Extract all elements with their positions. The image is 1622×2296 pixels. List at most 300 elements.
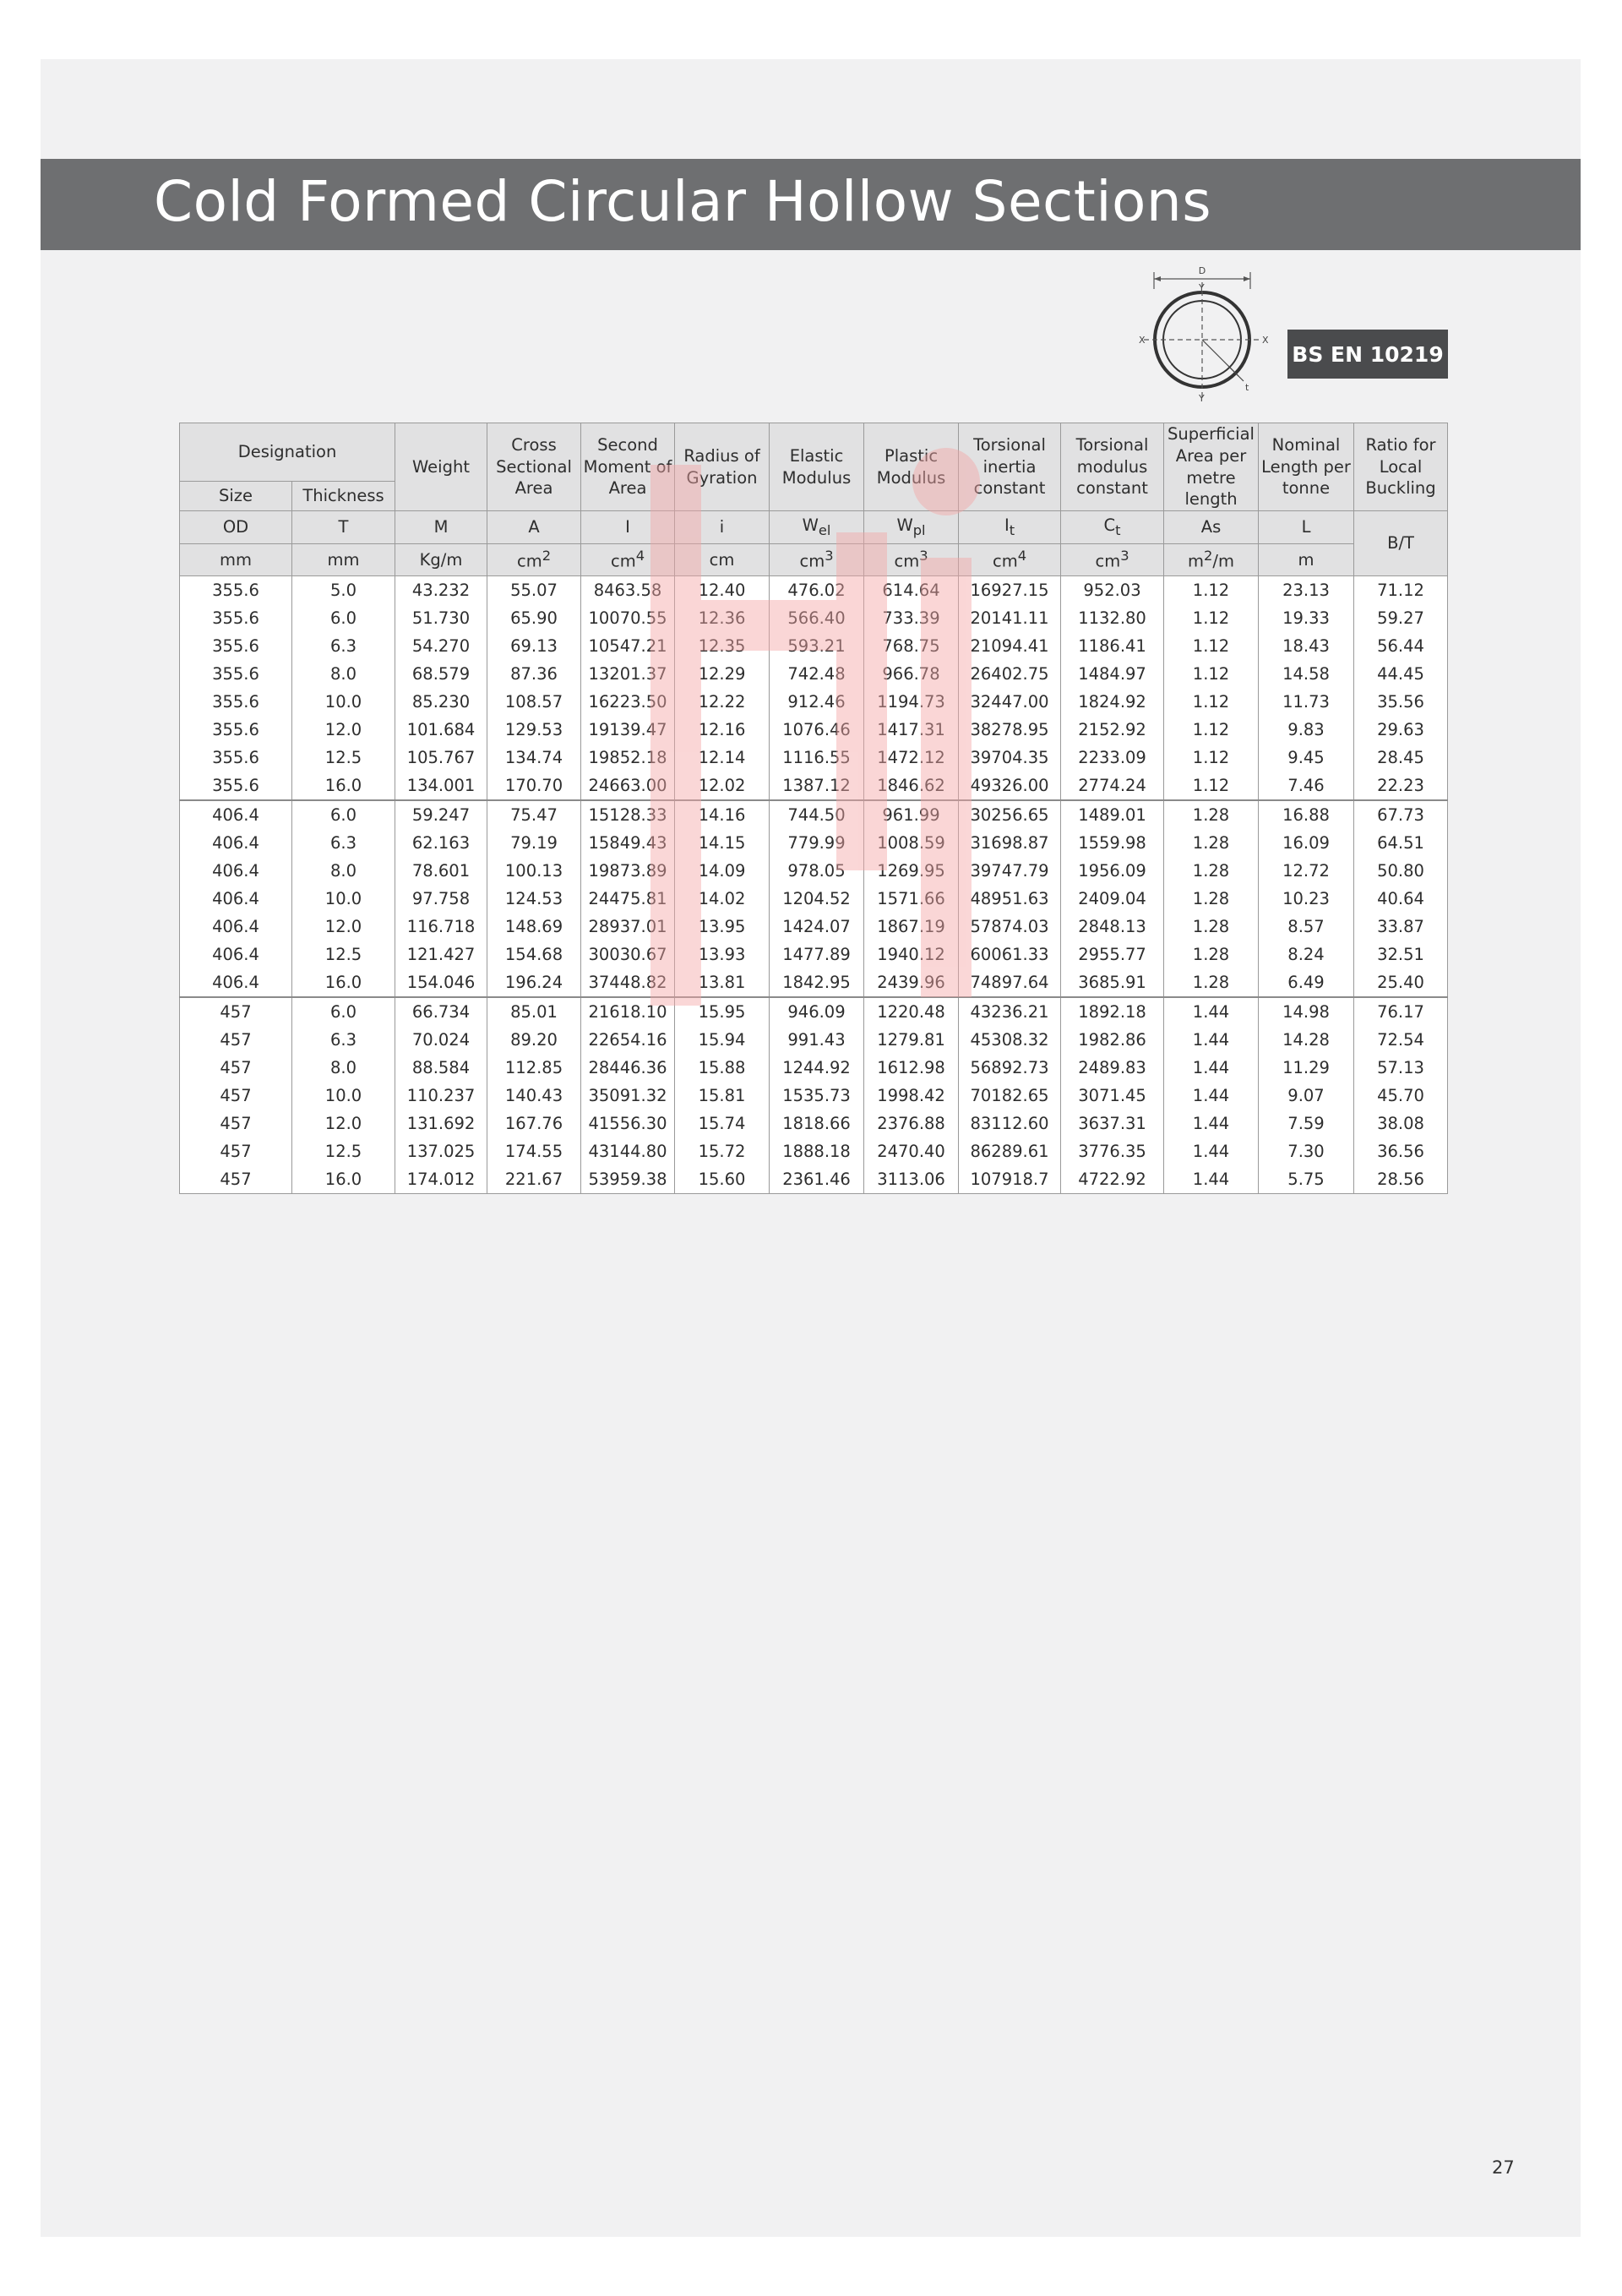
cell-plastic: 1571.66: [864, 885, 959, 913]
cell-second-moment: 21618.10: [581, 997, 675, 1026]
table-row: [180, 772, 1448, 800]
unit-wel-main: cm: [799, 551, 825, 571]
unit-it: [959, 544, 1061, 576]
cell-second-moment: 28446.36: [581, 1054, 675, 1082]
cell-nominal-length: 16.88: [1259, 800, 1354, 829]
cell-cross-area: 85.01: [487, 997, 581, 1026]
cell-plastic: 961.99: [864, 800, 959, 829]
cell-radius: 12.35: [675, 632, 770, 660]
cell-od: 457: [180, 1137, 292, 1165]
table-row: [180, 800, 1448, 829]
cell-od: 406.4: [180, 968, 292, 997]
cell-superficial: 1.12: [1164, 688, 1259, 716]
header-ratio: Ratio for Local Buckling: [1354, 423, 1448, 511]
cell-weight: 43.232: [395, 576, 487, 605]
cell-od: 355.6: [180, 632, 292, 660]
cell-od: 457: [180, 1026, 292, 1054]
cell-elastic: 912.46: [770, 688, 864, 716]
table-row: [180, 688, 1448, 716]
cell-cross-area: 87.36: [487, 660, 581, 688]
cell-superficial: 1.44: [1164, 1082, 1259, 1110]
cell-ratio: 38.08: [1354, 1110, 1448, 1137]
cell-thickness: 8.0: [292, 660, 395, 688]
cell-thickness: 10.0: [292, 885, 395, 913]
cell-superficial: 1.44: [1164, 997, 1259, 1026]
symbol-a: A: [487, 511, 581, 544]
cell-elastic: 2361.46: [770, 1165, 864, 1194]
cell-radius: 13.95: [675, 913, 770, 941]
cell-thickness: 16.0: [292, 968, 395, 997]
cell-radius: 12.02: [675, 772, 770, 800]
table-row: [180, 885, 1448, 913]
symbol-i-small: i: [675, 511, 770, 544]
cell-ratio: 56.44: [1354, 632, 1448, 660]
cell-weight: 62.163: [395, 829, 487, 857]
table-row: [180, 632, 1448, 660]
table-row: [180, 829, 1448, 857]
cell-radius: 15.88: [675, 1054, 770, 1082]
unit-wpl-sup: 3: [919, 548, 928, 564]
cell-weight: 174.012: [395, 1165, 487, 1194]
cell-weight: 70.024: [395, 1026, 487, 1054]
unit-wpl: [864, 544, 959, 576]
cell-plastic: 2470.40: [864, 1137, 959, 1165]
cell-torsional-inertia: 39704.35: [959, 744, 1061, 772]
cell-od: 406.4: [180, 941, 292, 968]
unit-it-sup: 4: [1017, 548, 1027, 564]
cell-ratio: 33.87: [1354, 913, 1448, 941]
cell-thickness: 10.0: [292, 688, 395, 716]
cell-second-moment: 53959.38: [581, 1165, 675, 1194]
cell-ratio: 71.12: [1354, 576, 1448, 605]
header-second-moment: Second Moment of Area: [581, 423, 675, 511]
cell-nominal-length: 12.72: [1259, 857, 1354, 885]
cell-cross-area: 196.24: [487, 968, 581, 997]
cell-nominal-length: 14.98: [1259, 997, 1354, 1026]
cell-ratio: 57.13: [1354, 1054, 1448, 1082]
cell-od: 355.6: [180, 716, 292, 744]
symbol-wel: [770, 511, 864, 544]
cell-weight: 51.730: [395, 604, 487, 632]
header-thickness: Thickness: [292, 482, 395, 511]
cell-radius: 13.93: [675, 941, 770, 968]
cell-torsional-modulus: 1559.98: [1061, 829, 1164, 857]
cell-thickness: 16.0: [292, 772, 395, 800]
cell-ratio: 64.51: [1354, 829, 1448, 857]
cell-od: 406.4: [180, 800, 292, 829]
section-properties-table: [179, 423, 1448, 1194]
cell-nominal-length: 14.58: [1259, 660, 1354, 688]
cell-thickness: 6.3: [292, 829, 395, 857]
cell-elastic: 1204.52: [770, 885, 864, 913]
cell-superficial: 1.12: [1164, 772, 1259, 800]
cell-thickness: 12.5: [292, 1137, 395, 1165]
cell-thickness: 6.0: [292, 800, 395, 829]
cell-nominal-length: 9.83: [1259, 716, 1354, 744]
cell-plastic: 1194.73: [864, 688, 959, 716]
symbol-l: L: [1259, 511, 1354, 544]
cell-thickness: 12.0: [292, 913, 395, 941]
cell-cross-area: 75.47: [487, 800, 581, 829]
cell-torsional-modulus: 3685.91: [1061, 968, 1164, 997]
cell-torsional-modulus: 2152.92: [1061, 716, 1164, 744]
symbol-as: As: [1164, 511, 1259, 544]
cell-weight: 105.767: [395, 744, 487, 772]
cell-superficial: 1.28: [1164, 968, 1259, 997]
cell-superficial: 1.44: [1164, 1054, 1259, 1082]
cell-second-moment: 19139.47: [581, 716, 675, 744]
cell-plastic: 1846.62: [864, 772, 959, 800]
cell-torsional-modulus: 1132.80: [1061, 604, 1164, 632]
cell-nominal-length: 5.75: [1259, 1165, 1354, 1194]
cell-torsional-inertia: 39747.79: [959, 857, 1061, 885]
cell-weight: 137.025: [395, 1137, 487, 1165]
cell-second-moment: 10547.21: [581, 632, 675, 660]
cell-thickness: 6.3: [292, 632, 395, 660]
cell-cross-area: 100.13: [487, 857, 581, 885]
cell-cross-area: 134.74: [487, 744, 581, 772]
cell-torsional-modulus: 1982.86: [1061, 1026, 1164, 1054]
cell-second-moment: 28937.01: [581, 913, 675, 941]
header-plastic: Plastic Modulus: [864, 423, 959, 511]
cell-plastic: 1998.42: [864, 1082, 959, 1110]
cell-radius: 15.81: [675, 1082, 770, 1110]
cell-plastic: 1008.59: [864, 829, 959, 857]
unit-as-tail: /m: [1212, 551, 1234, 571]
table-row: [180, 1110, 1448, 1137]
cell-superficial: 1.28: [1164, 941, 1259, 968]
cell-weight: 54.270: [395, 632, 487, 660]
cell-thickness: 12.5: [292, 744, 395, 772]
cell-radius: 15.72: [675, 1137, 770, 1165]
cell-thickness: 6.3: [292, 1026, 395, 1054]
cell-radius: 12.40: [675, 576, 770, 605]
symbol-od: OD: [180, 511, 292, 544]
header-radius: Radius of Gyration: [675, 423, 770, 511]
cell-cross-area: 55.07: [487, 576, 581, 605]
symbol-wpl-main: W: [896, 515, 913, 536]
cell-superficial: 1.44: [1164, 1165, 1259, 1194]
cell-ratio: 45.70: [1354, 1082, 1448, 1110]
cell-torsional-modulus: 3637.31: [1061, 1110, 1164, 1137]
cell-thickness: 8.0: [292, 1054, 395, 1082]
cell-radius: 14.02: [675, 885, 770, 913]
unit-wel: [770, 544, 864, 576]
cell-weight: 97.758: [395, 885, 487, 913]
cell-torsional-inertia: 26402.75: [959, 660, 1061, 688]
cell-od: 406.4: [180, 885, 292, 913]
symbol-ct-main: C: [1103, 515, 1116, 536]
cell-ratio: 76.17: [1354, 997, 1448, 1026]
cell-nominal-length: 14.28: [1259, 1026, 1354, 1054]
cell-superficial: 1.12: [1164, 660, 1259, 688]
cell-torsional-modulus: 3776.35: [1061, 1137, 1164, 1165]
cell-torsional-inertia: 86289.61: [959, 1137, 1061, 1165]
cell-torsional-inertia: 45308.32: [959, 1026, 1061, 1054]
cell-elastic: 946.09: [770, 997, 864, 1026]
unit-as: [1164, 544, 1259, 576]
cell-cross-area: 79.19: [487, 829, 581, 857]
cell-torsional-inertia: 38278.95: [959, 716, 1061, 744]
cell-torsional-inertia: 16927.15: [959, 576, 1061, 605]
cell-torsional-modulus: 2955.77: [1061, 941, 1164, 968]
cell-elastic: 779.99: [770, 829, 864, 857]
diagram-label-y-top: Y: [1199, 282, 1205, 293]
cell-thickness: 12.0: [292, 716, 395, 744]
header-elastic: Elastic Modulus: [770, 423, 864, 511]
cell-thickness: 10.0: [292, 1082, 395, 1110]
cell-second-moment: 15849.43: [581, 829, 675, 857]
cell-ratio: 25.40: [1354, 968, 1448, 997]
symbol-wpl: [864, 511, 959, 544]
cell-plastic: 1269.95: [864, 857, 959, 885]
cell-cross-area: 170.70: [487, 772, 581, 800]
cell-weight: 154.046: [395, 968, 487, 997]
diagram-label-t: t: [1245, 382, 1249, 393]
cell-ratio: 72.54: [1354, 1026, 1448, 1054]
cell-od: 406.4: [180, 913, 292, 941]
cell-torsional-inertia: 70182.65: [959, 1082, 1061, 1110]
cell-second-moment: 19873.89: [581, 857, 675, 885]
cell-torsional-modulus: 1186.41: [1061, 632, 1164, 660]
page-title: Cold Formed Circular Hollow Sections: [154, 169, 1212, 234]
cell-nominal-length: 8.57: [1259, 913, 1354, 941]
cell-weight: 59.247: [395, 800, 487, 829]
symbol-t: T: [292, 511, 395, 544]
cell-radius: 12.36: [675, 604, 770, 632]
cell-second-moment: 30030.67: [581, 941, 675, 968]
cell-torsional-inertia: 56892.73: [959, 1054, 1061, 1082]
cell-second-moment: 16223.50: [581, 688, 675, 716]
cell-plastic: 3113.06: [864, 1165, 959, 1194]
cell-od: 457: [180, 1110, 292, 1137]
cell-radius: 15.94: [675, 1026, 770, 1054]
cell-weight: 101.684: [395, 716, 487, 744]
cell-elastic: 742.48: [770, 660, 864, 688]
cell-elastic: 1244.92: [770, 1054, 864, 1082]
diagram-label-y-bottom: Y: [1199, 393, 1205, 403]
symbol-it-main: I: [1004, 515, 1010, 536]
cell-torsional-inertia: 60061.33: [959, 941, 1061, 968]
cell-elastic: 1387.12: [770, 772, 864, 800]
cell-second-moment: 15128.33: [581, 800, 675, 829]
unit-a-main: cm: [516, 551, 542, 571]
cell-superficial: 1.28: [1164, 885, 1259, 913]
cell-torsional-inertia: 57874.03: [959, 913, 1061, 941]
cell-superficial: 1.44: [1164, 1026, 1259, 1054]
cell-torsional-modulus: 1824.92: [1061, 688, 1164, 716]
cell-plastic: 1612.98: [864, 1054, 959, 1082]
cell-radius: 14.16: [675, 800, 770, 829]
unit-as-sup: 2: [1204, 548, 1213, 564]
table-row: [180, 1054, 1448, 1082]
cell-od: 355.6: [180, 660, 292, 688]
cell-torsional-inertia: 32447.00: [959, 688, 1061, 716]
cell-elastic: 1424.07: [770, 913, 864, 941]
cell-torsional-inertia: 107918.7: [959, 1165, 1061, 1194]
cell-torsional-inertia: 74897.64: [959, 968, 1061, 997]
unit-a: [487, 544, 581, 576]
cell-weight: 116.718: [395, 913, 487, 941]
cell-plastic: 614.64: [864, 576, 959, 605]
cell-elastic: 744.50: [770, 800, 864, 829]
cell-od: 457: [180, 1082, 292, 1110]
header-size: Size: [180, 482, 292, 511]
cell-thickness: 12.0: [292, 1110, 395, 1137]
cell-nominal-length: 11.29: [1259, 1054, 1354, 1082]
symbol-ct: [1061, 511, 1164, 544]
cell-weight: 68.579: [395, 660, 487, 688]
cell-second-moment: 35091.32: [581, 1082, 675, 1110]
cell-torsional-modulus: 1484.97: [1061, 660, 1164, 688]
cell-radius: 12.14: [675, 744, 770, 772]
header-torsional-inertia: Torsional inertia constant: [959, 423, 1061, 511]
cell-nominal-length: 10.23: [1259, 885, 1354, 913]
diagram-label-x-right: X: [1262, 335, 1269, 346]
cell-second-moment: 8463.58: [581, 576, 675, 605]
unit-as-main: m: [1188, 551, 1205, 571]
table-body: [180, 576, 1448, 1194]
cell-radius: 15.95: [675, 997, 770, 1026]
cell-ratio: 29.63: [1354, 716, 1448, 744]
cell-second-moment: 10070.55: [581, 604, 675, 632]
unit-it-main: cm: [992, 551, 1018, 571]
cell-plastic: 733.39: [864, 604, 959, 632]
cell-cross-area: 129.53: [487, 716, 581, 744]
cell-torsional-modulus: 2848.13: [1061, 913, 1164, 941]
cell-ratio: 28.45: [1354, 744, 1448, 772]
cell-second-moment: 22654.16: [581, 1026, 675, 1054]
cell-radius: 12.29: [675, 660, 770, 688]
cell-superficial: 1.44: [1164, 1137, 1259, 1165]
cell-ratio: 36.56: [1354, 1137, 1448, 1165]
cell-radius: 15.60: [675, 1165, 770, 1194]
table-row: [180, 576, 1448, 605]
table-row: [180, 913, 1448, 941]
cell-elastic: 566.40: [770, 604, 864, 632]
cell-thickness: 6.0: [292, 997, 395, 1026]
cell-ratio: 22.23: [1354, 772, 1448, 800]
cell-superficial: 1.12: [1164, 744, 1259, 772]
cell-cross-area: 221.67: [487, 1165, 581, 1194]
header-nominal-length: Nominal Length per tonne: [1259, 423, 1354, 511]
cell-torsional-modulus: 2409.04: [1061, 885, 1164, 913]
unit-ct-sup: 3: [1120, 548, 1129, 564]
cell-torsional-modulus: 2489.83: [1061, 1054, 1164, 1082]
cell-weight: 121.427: [395, 941, 487, 968]
table-row: [180, 716, 1448, 744]
symbol-it: [959, 511, 1061, 544]
unit-i-cap-sup: 4: [635, 548, 645, 564]
cell-torsional-inertia: 49326.00: [959, 772, 1061, 800]
cell-od: 355.6: [180, 688, 292, 716]
unit-wpl-main: cm: [894, 551, 920, 571]
header-torsional-modulus: Torsional modulus constant: [1061, 423, 1164, 511]
cell-second-moment: 24475.81: [581, 885, 675, 913]
cell-cross-area: 108.57: [487, 688, 581, 716]
cell-ratio: 44.45: [1354, 660, 1448, 688]
cell-torsional-inertia: 20141.11: [959, 604, 1061, 632]
unit-t: mm: [292, 544, 395, 576]
unit-i-cap-main: cm: [610, 551, 636, 571]
cell-torsional-modulus: 3071.45: [1061, 1082, 1164, 1110]
table-row: [180, 857, 1448, 885]
cell-nominal-length: 11.73: [1259, 688, 1354, 716]
cell-superficial: 1.28: [1164, 800, 1259, 829]
cell-torsional-inertia: 83112.60: [959, 1110, 1061, 1137]
symbol-ct-sub: t: [1115, 522, 1121, 539]
table-row: [180, 660, 1448, 688]
cell-torsional-modulus: 1892.18: [1061, 997, 1164, 1026]
cell-elastic: 1116.55: [770, 744, 864, 772]
cell-od: 457: [180, 1165, 292, 1194]
cell-torsional-inertia: 31698.87: [959, 829, 1061, 857]
symbol-wpl-sub: pl: [912, 522, 926, 539]
cell-torsional-modulus: 2774.24: [1061, 772, 1164, 800]
table-row: [180, 1082, 1448, 1110]
cell-cross-area: 112.85: [487, 1054, 581, 1082]
cell-elastic: 978.05: [770, 857, 864, 885]
page-number: 27: [1492, 2157, 1515, 2178]
diagram-label-x-left: X: [1139, 335, 1146, 346]
table-row: [180, 941, 1448, 968]
cell-superficial: 1.12: [1164, 632, 1259, 660]
unit-m: Kg/m: [395, 544, 487, 576]
cell-cross-area: 124.53: [487, 885, 581, 913]
cell-torsional-inertia: 48951.63: [959, 885, 1061, 913]
cell-od: 355.6: [180, 772, 292, 800]
table-row: [180, 744, 1448, 772]
cell-od: 406.4: [180, 857, 292, 885]
cell-plastic: 1279.81: [864, 1026, 959, 1054]
unit-ct-main: cm: [1095, 551, 1121, 571]
cell-nominal-length: 16.09: [1259, 829, 1354, 857]
cell-plastic: 1220.48: [864, 997, 959, 1026]
cell-elastic: 1535.73: [770, 1082, 864, 1110]
table-row: [180, 1165, 1448, 1194]
cell-ratio: 67.73: [1354, 800, 1448, 829]
cell-elastic: 1477.89: [770, 941, 864, 968]
cell-plastic: 966.78: [864, 660, 959, 688]
cell-nominal-length: 9.07: [1259, 1082, 1354, 1110]
cell-thickness: 12.5: [292, 941, 395, 968]
cell-plastic: 768.75: [864, 632, 959, 660]
cell-torsional-modulus: 2233.09: [1061, 744, 1164, 772]
cell-superficial: 1.12: [1164, 716, 1259, 744]
cell-weight: 134.001: [395, 772, 487, 800]
cell-plastic: 2439.96: [864, 968, 959, 997]
cell-nominal-length: 7.59: [1259, 1110, 1354, 1137]
cell-superficial: 1.28: [1164, 857, 1259, 885]
cell-elastic: 991.43: [770, 1026, 864, 1054]
cell-plastic: 1867.19: [864, 913, 959, 941]
section-diagram: [1135, 264, 1271, 403]
unit-a-sup: 2: [542, 548, 552, 564]
cell-ratio: 28.56: [1354, 1165, 1448, 1194]
cell-nominal-length: 9.45: [1259, 744, 1354, 772]
cell-plastic: 1940.12: [864, 941, 959, 968]
cell-torsional-modulus: 1489.01: [1061, 800, 1164, 829]
header-superficial: Superficial Area per metre length: [1164, 423, 1259, 511]
cell-cross-area: 174.55: [487, 1137, 581, 1165]
cell-od: 457: [180, 1054, 292, 1082]
symbol-wel-sub: el: [818, 522, 831, 539]
cell-nominal-length: 8.24: [1259, 941, 1354, 968]
cell-radius: 12.16: [675, 716, 770, 744]
cell-ratio: 35.56: [1354, 688, 1448, 716]
table-row: [180, 1137, 1448, 1165]
symbol-m: M: [395, 511, 487, 544]
